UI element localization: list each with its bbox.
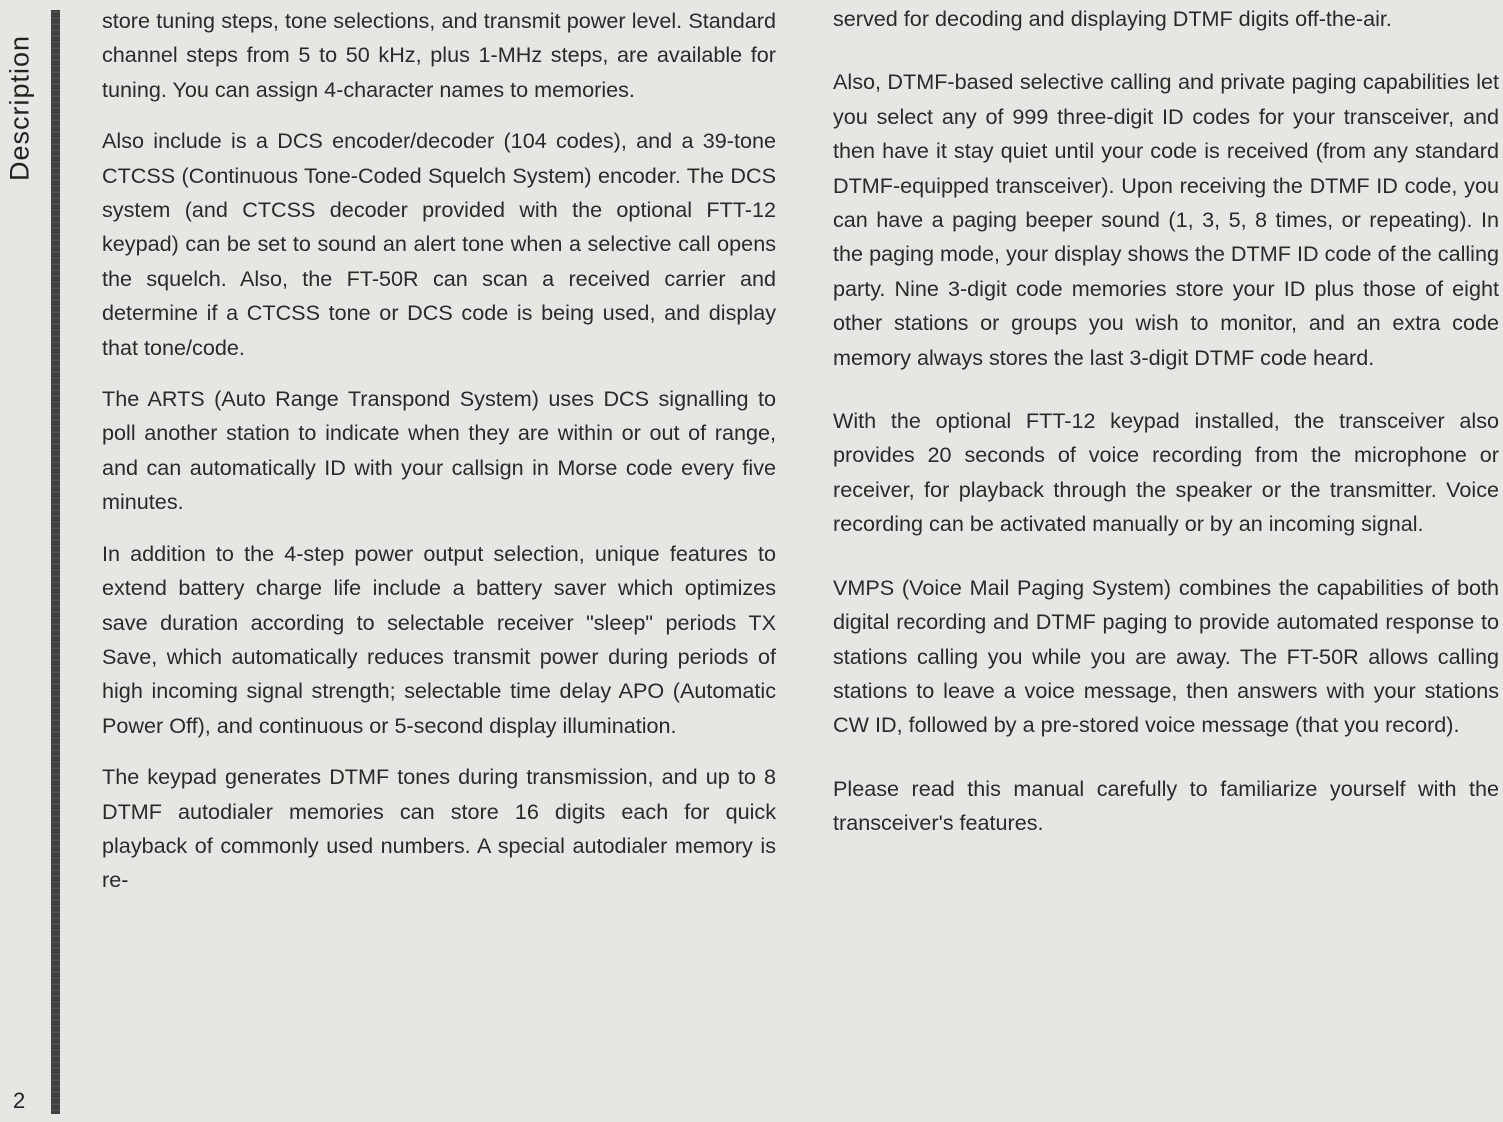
- paragraph: The ARTS (Auto Range Transpond System) uses DCS signalling to poll another station to indicate when they are within or out of range, and can automatically ID with your callsign in Morse code every five minutes.: [102, 386, 776, 515]
- page-number: 2: [13, 1088, 26, 1113]
- right-column: [833, 0, 1499, 870]
- section-label: Description: [4, 34, 35, 182]
- paragraph: With the optional FTT-12 keypad installed, the transceiver also provides 20 seconds of voice recording from the microphone or receiver, for playback through the speaker or the transmitter. Voice recording can be activated manually or by an incoming signal.: [833, 408, 1499, 537]
- left-column: [102, 0, 776, 915]
- paragraph: store tuning steps, tone selections, and transmit power level. Standard channel steps from 5 to 50 kHz, plus 1-MHz steps, are available for tuning. You can assign 4-character names to memories.: [102, 8, 776, 102]
- paragraph: The keypad generates DTMF tones during transmission, and up to 8 DTMF autodialer memories can store 16 digits each for quick playback of commonly used numbers. A special autodialer memory is re-: [102, 764, 776, 893]
- paragraph: Please read this manual carefully to familiarize yourself with the transceiver's features.: [833, 775, 1499, 836]
- paragraph: Also include is a DCS encoder/decoder (104 codes), and a 39-tone CTCSS (Continuous Tone-Coded Squelch System) encoder. The DCS system (and CTCSS decoder provided with the optional FTT-12 keypad) can be set to sound an alert tone when a selective call opens the squelch. Also, the FT-50R can scan a received carrier and determine if a CTCSS tone or DCS code is being used, and display that tone/code.: [102, 128, 776, 360]
- paragraph: VMPS (Voice Mail Paging System) combines the capabilities of both digital recording and DTMF paging to provide automated response to stations calling you while you are away. The FT-50R allows calling stations to leave a voice message, then answers with your stations CW ID, followed by a pre-stored voice message (that you record).: [833, 574, 1499, 738]
- paragraph: In addition to the 4-step power output selection, unique features to extend battery charge life include a battery saver which optimizes save duration according to selectable receiver "sleep" periods TX Save, which automatically reduces transmit power during periods of high incoming signal strength; selectable time delay APO (Automatic Power Off), and continuous or 5-second display illumination.: [102, 540, 776, 738]
- margin-bar: [51, 10, 60, 1114]
- paragraph: Also, DTMF-based selective calling and private paging capabilities let you select any of 999 three-digit ID codes for your transceiver, and then have it stay quiet until your code is received (from any standard DTMF-equipped transceiver). Upon receiving the DTMF ID code, you can have a paging beeper sound (1, 3, 5, 8 times, or repeating). In the paging mode, your display shows the DTMF ID code of the calling party. Nine 3-digit code memories store your ID plus those of eight other stations or groups you wish to monitor, and an extra code memory always stores the last 3-digit DTMF code heard.: [833, 69, 1499, 370]
- paragraph: served for decoding and displaying DTMF digits off-the-air.: [833, 6, 1392, 31]
